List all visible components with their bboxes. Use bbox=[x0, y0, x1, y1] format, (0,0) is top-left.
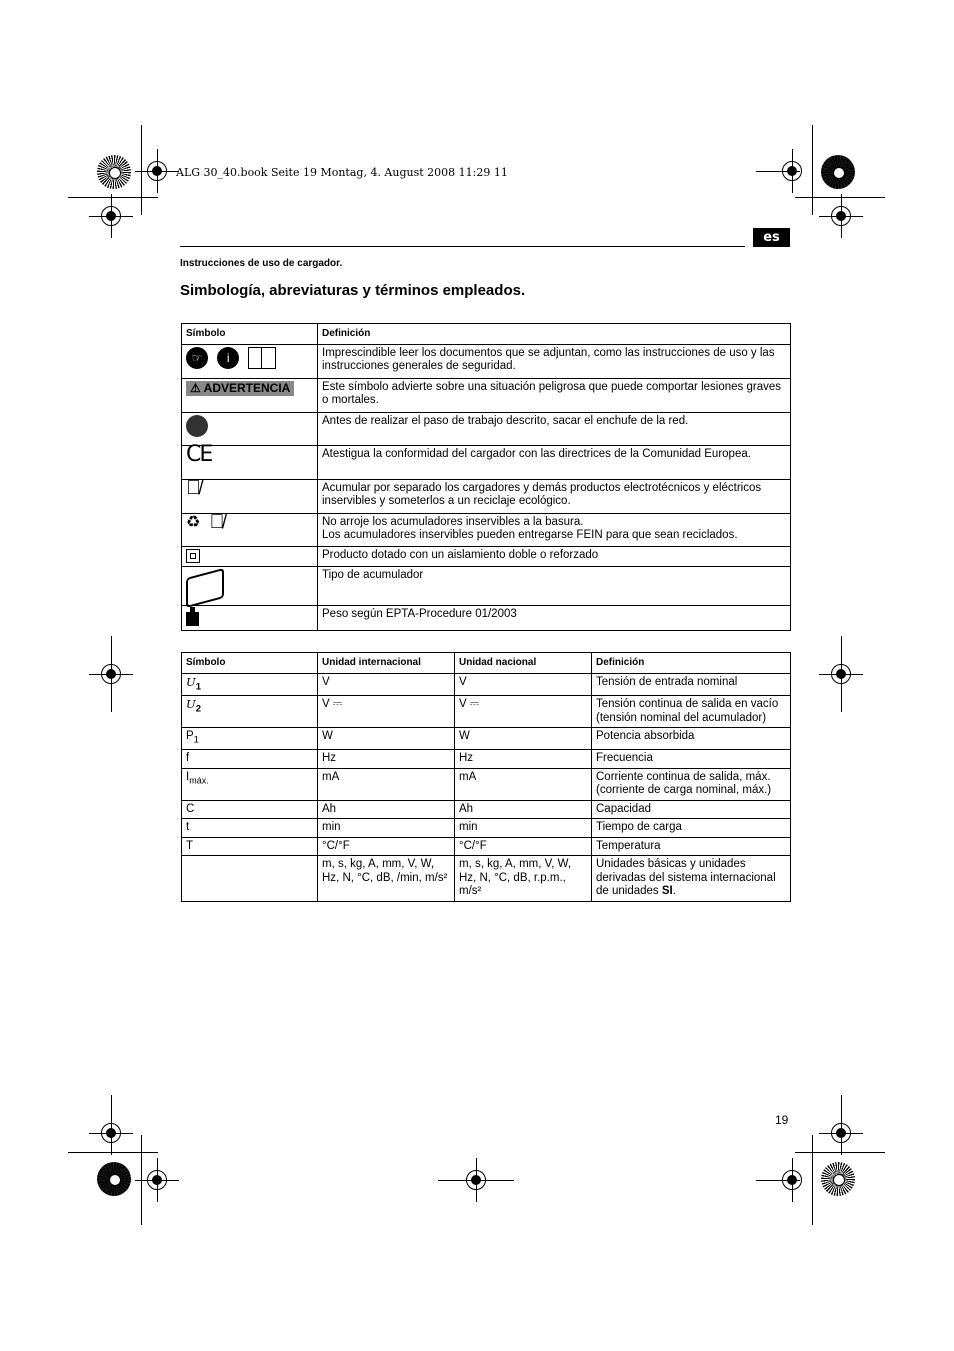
natl-unit-cell: W bbox=[455, 728, 592, 750]
table-header-row bbox=[182, 324, 791, 345]
definition-cell bbox=[318, 513, 791, 546]
symbol-cell bbox=[182, 856, 318, 902]
natl-unit-cell: V bbox=[455, 673, 592, 696]
definition-cell: Tensión de entrada nominal bbox=[592, 673, 791, 696]
symbol-cell bbox=[182, 378, 318, 412]
battery-pack-icon bbox=[186, 567, 224, 607]
symbol-cell bbox=[182, 344, 318, 378]
table-row bbox=[182, 378, 791, 412]
units-table bbox=[181, 652, 791, 902]
symbol-cell: t bbox=[182, 819, 318, 838]
intl-unit-cell: min bbox=[318, 819, 455, 838]
symbol-cell: f bbox=[182, 750, 318, 769]
intl-unit-cell: W bbox=[318, 728, 455, 750]
intl-unit-cell: mA bbox=[318, 768, 455, 800]
read-manual-icon: ☞ bbox=[186, 347, 208, 369]
symbol-cell: $P_1$ bbox=[182, 728, 318, 750]
symbol-cell: $I_{máx.}$ bbox=[182, 768, 318, 800]
table-row bbox=[182, 819, 791, 838]
double-insulation-icon bbox=[186, 549, 200, 563]
ce-mark-icon: CE bbox=[186, 441, 212, 467]
symbol-cell bbox=[182, 605, 318, 630]
definition-line: Los acumuladores inservibles pueden entregarse FEIN para que sean reciclados. bbox=[322, 529, 738, 541]
color-wheel-icon bbox=[821, 155, 855, 189]
table-row bbox=[182, 344, 791, 378]
table-row bbox=[182, 856, 791, 902]
definition-cell: Tiempo de carga bbox=[592, 819, 791, 838]
color-wheel-icon bbox=[97, 1162, 131, 1196]
natl-unit-cell: °C/°F bbox=[455, 837, 592, 856]
natl-unit-cell: mA bbox=[455, 768, 592, 800]
page-number: 19 bbox=[775, 1113, 789, 1127]
symbol-cell bbox=[182, 566, 318, 605]
symbol-cell: T bbox=[182, 837, 318, 856]
table-row bbox=[182, 513, 791, 546]
table-row bbox=[182, 837, 791, 856]
language-badge: es bbox=[753, 228, 790, 247]
table-row bbox=[182, 673, 791, 696]
natl-unit-cell: V ⎓ bbox=[455, 696, 592, 728]
document-subtitle: Instrucciones de uso de cargador. bbox=[180, 258, 343, 269]
intl-unit-cell: m, s, kg, A, mm, V, W, Hz, N, °C, dB, /min, m/s² bbox=[318, 856, 455, 902]
header-rule bbox=[180, 246, 745, 247]
symbol-cell bbox=[182, 441, 318, 479]
intl-unit-cell: Hz bbox=[318, 750, 455, 769]
intl-unit-cell: V ⎓ bbox=[318, 696, 455, 728]
definition-cell: Tipo de acumulador bbox=[318, 566, 791, 605]
definition-cell: Este símbolo advierte sobre una situación peligrosa que puede comportar lesiones graves o mortales. bbox=[318, 378, 791, 412]
column-header: Definición bbox=[318, 324, 791, 345]
crossed-bin-icon: 🗑̸ bbox=[186, 476, 201, 499]
intl-unit-cell: Ah bbox=[318, 800, 455, 819]
intl-unit-cell: °C/°F bbox=[318, 837, 455, 856]
natl-unit-cell: min bbox=[455, 819, 592, 838]
table-row bbox=[182, 696, 791, 728]
print-header-info: ALG 30_40.book Seite 19 Montag, 4. August 2008 11:29 11 bbox=[176, 166, 508, 179]
definition-line: No arroje los acumuladores inservibles a la basura. bbox=[322, 515, 584, 528]
definition-cell: Acumular por separado los cargadores y demás productos electrotécnicos y eléctricos inservibles y someterlos a un reciclaje ecológico. bbox=[318, 479, 791, 513]
definition-cell: Capacidad bbox=[592, 800, 791, 819]
definition-cell: Peso según EPTA-Procedure 01/2003 bbox=[318, 605, 791, 630]
definition-cell: Potencia absorbida bbox=[592, 728, 791, 750]
column-header: Unidad internacional bbox=[318, 653, 455, 674]
table-row bbox=[182, 605, 791, 630]
symbol-cell bbox=[182, 476, 318, 513]
table-row bbox=[182, 445, 791, 479]
crossed-bin-icon: 🗑̸ bbox=[209, 510, 225, 533]
definition-cell: Corriente continua de salida, máx. (corriente de carga nominal, máx.) bbox=[592, 768, 791, 800]
definition-cell: Imprescindible leer los documentos que se adjuntan, como las instrucciones de uso y las instrucciones generales de seguridad. bbox=[318, 344, 791, 378]
recycle-icon: ♻ bbox=[186, 513, 201, 531]
column-header: Símbolo bbox=[182, 324, 318, 345]
open-book-icon bbox=[248, 347, 276, 369]
symbol-cell bbox=[182, 546, 318, 566]
table-row bbox=[182, 546, 791, 566]
definition-cell: Unidades básicas y unidades derivadas del sistema internacional de unidades SI. bbox=[592, 856, 791, 902]
column-header: Definición bbox=[592, 653, 791, 674]
table-row bbox=[182, 768, 791, 800]
definition-cell: Frecuencia bbox=[592, 750, 791, 769]
symbol-cell: $U_2$ bbox=[182, 696, 318, 728]
table-row bbox=[182, 750, 791, 769]
table-row bbox=[182, 479, 791, 513]
symbol-cell: C bbox=[182, 800, 318, 819]
warning-label: ⚠ ADVERTENCIA bbox=[186, 381, 294, 397]
unplug-icon bbox=[186, 415, 208, 437]
table-row bbox=[182, 566, 791, 605]
color-wheel-icon bbox=[821, 1162, 855, 1196]
column-header: Unidad nacional bbox=[455, 653, 592, 674]
color-wheel-icon bbox=[97, 155, 131, 189]
column-header: Símbolo bbox=[182, 653, 318, 674]
definition-cell: Atestigua la conformidad del cargador con las directrices de la Comunidad Europea. bbox=[318, 445, 791, 479]
symbol-cell bbox=[182, 510, 318, 546]
table-row bbox=[182, 412, 791, 445]
symbol-cell bbox=[182, 412, 318, 445]
natl-unit-cell: Ah bbox=[455, 800, 592, 819]
natl-unit-cell: Hz bbox=[455, 750, 592, 769]
weight-icon bbox=[186, 612, 199, 626]
symbol-cell: $U_1$ bbox=[182, 673, 318, 696]
definition-cell: Tensión continua de salida en vacío (tensión nominal del acumulador) bbox=[592, 696, 791, 728]
definition-cell: Antes de realizar el paso de trabajo descrito, sacar el enchufe de la red. bbox=[318, 412, 791, 445]
table-header-row bbox=[182, 653, 791, 674]
definition-cell: Producto dotado con un aislamiento doble o reforzado bbox=[318, 546, 791, 566]
definition-cell: Temperatura bbox=[592, 837, 791, 856]
page-title: Simbología, abreviaturas y términos empleados. bbox=[180, 282, 526, 299]
natl-unit-cell: m, s, kg, A, mm, V, W, Hz, N, °C, dB, r.p.m., m/s² bbox=[455, 856, 592, 902]
symbols-table bbox=[181, 323, 791, 631]
info-book-icon: i bbox=[217, 347, 239, 369]
intl-unit-cell: V bbox=[318, 673, 455, 696]
table-row bbox=[182, 728, 791, 750]
table-row bbox=[182, 800, 791, 819]
